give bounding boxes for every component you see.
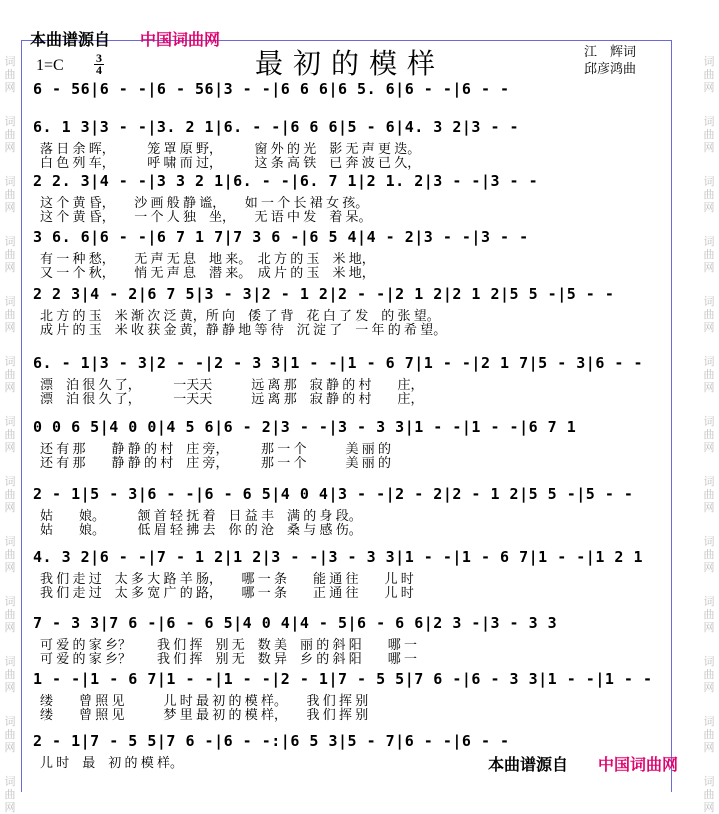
time-signature (94, 53, 104, 76)
watermark-char: 词 (703, 175, 715, 188)
watermark-char: 网 (4, 621, 16, 634)
watermark-char: 曲 (4, 368, 16, 381)
watermark-char: 曲 (4, 788, 16, 801)
watermark-char: 曲 (703, 488, 715, 501)
notation-line: 2 - 1|5 - 3|6 - -|6 - 6 5|4 0 4|3 - -|2 - 2|2 - 1 2|5 5 -|5 - - (33, 485, 634, 503)
watermark-char: 网 (4, 381, 16, 394)
watermark-mark (2, 295, 18, 334)
source-label: 本曲谱源自 (30, 30, 111, 49)
watermark-mark (701, 775, 717, 814)
watermark-char: 词 (4, 175, 16, 188)
watermark-mark (2, 775, 18, 814)
watermark-mark (701, 55, 717, 94)
watermark-char: 网 (703, 201, 715, 214)
watermark-char: 网 (4, 261, 16, 274)
lyric-line: 还 有 那 静 静 的 村 庄 旁， 那 一 个 美 丽 的 (40, 441, 392, 456)
watermark-char: 词 (4, 115, 16, 128)
watermark-mark (2, 655, 18, 694)
watermark-mark (701, 415, 717, 454)
watermark-char: 曲 (4, 188, 16, 201)
lyric-line: 缕 曾 照 见 梦 里 最 初 的 模 样， 我 们 挥 别 (40, 707, 369, 722)
watermark-char: 词 (4, 715, 16, 728)
watermark-mark (2, 715, 18, 754)
watermark-char: 曲 (4, 248, 16, 261)
watermark-mark (2, 415, 18, 454)
lyric-line: 这 个 黄 昏， 一 个 人 独 坐， 无 语 中 发 着 呆。 (40, 209, 372, 224)
watermark-char: 曲 (4, 428, 16, 441)
watermark-char: 网 (4, 81, 16, 94)
watermark-char: 词 (703, 295, 715, 308)
watermark-char: 曲 (703, 728, 715, 741)
watermark-char: 词 (703, 475, 715, 488)
watermark-mark (701, 175, 717, 214)
watermark-mark (2, 175, 18, 214)
watermark-char: 词 (4, 295, 16, 308)
watermark-char: 曲 (703, 788, 715, 801)
watermark-char: 词 (703, 775, 715, 788)
lyric-line: 我 们 走 过 太 多 大 路 羊 肠， 哪 一 条 能 通 往 儿 时 (40, 571, 414, 586)
watermark-char: 网 (703, 441, 715, 454)
watermark-char: 曲 (703, 668, 715, 681)
notation-line: 7 - 3 3|7 6 -|6 - 6 5|4 0 4|4 - 5|6 - 6 6|2 3 -|3 - 3 3 (33, 614, 558, 632)
lyric-line: 缕 曾 照 见 儿 时 最 初 的 模 样。 我 们 挥 别 (40, 693, 369, 708)
watermark-mark (701, 715, 717, 754)
watermark-char: 曲 (703, 128, 715, 141)
watermark-char: 词 (703, 235, 715, 248)
watermark-char: 曲 (703, 68, 715, 81)
watermark-char: 网 (703, 141, 715, 154)
watermark-char: 词 (4, 535, 16, 548)
watermark-char: 词 (4, 595, 16, 608)
watermark-char: 词 (703, 55, 715, 68)
watermark-char: 曲 (703, 248, 715, 261)
watermark-char: 词 (703, 415, 715, 428)
watermark-char: 网 (703, 81, 715, 94)
watermark-mark (2, 355, 18, 394)
watermark-mark (2, 115, 18, 154)
watermark-char: 曲 (4, 68, 16, 81)
watermark-char: 曲 (703, 308, 715, 321)
watermark-char: 网 (703, 741, 715, 754)
lyric-line: 落 日 余 晖， 笼 罩 原 野， 窗 外 的 光 影 无 声 更 迭。 (40, 141, 421, 156)
watermark-char: 词 (4, 55, 16, 68)
watermark-char: 网 (703, 681, 715, 694)
watermark-char: 词 (703, 715, 715, 728)
watermark-char: 词 (4, 415, 16, 428)
watermark-char: 网 (703, 501, 715, 514)
watermark-mark (701, 595, 717, 634)
lyric-line: 成 片 的 玉 米 收 获 金 黄，静 静 地 等 待 沉 淀 了 一 年 的 希 望。 (40, 322, 447, 337)
song-title: 最初的模样 (255, 49, 446, 80)
frame-left (21, 40, 22, 792)
notation-line: 0 0 6 5|4 0 0|4 5 6|6 - 2|3 - -|3 - 3 3|1 - -|1 - -|6 7 1 (33, 418, 577, 436)
lyricist-credit: 江 辉词 (584, 44, 637, 59)
lyric-line: 儿 时 最 初 的 模 样。 (40, 755, 184, 770)
watermark-char: 曲 (4, 488, 16, 501)
notation-line: 2 - 1|7 - 5 5|7 6 -|6 - -:|6 5 3|5 - 7|6 - -|6 - - (33, 732, 510, 750)
lyric-line: 又 一 个 秋， 悄 无 声 息 潜 来。 成 片 的 玉 米 地， (40, 265, 375, 280)
frame-right (671, 40, 672, 792)
watermark-char: 网 (4, 321, 16, 334)
watermark-char: 网 (4, 801, 16, 814)
lyric-line: 这 个 黄 昏， 沙 画 般 静 谧， 如 一 个 长 裙 女 孩。 (40, 195, 369, 210)
watermark-mark (701, 295, 717, 334)
watermark-mark (701, 535, 717, 574)
watermark-char: 网 (4, 141, 16, 154)
watermark-char: 网 (4, 681, 16, 694)
watermark-char: 曲 (4, 668, 16, 681)
watermark-char: 词 (703, 595, 715, 608)
watermark-char: 曲 (4, 728, 16, 741)
site-link[interactable]: 中国词曲网 (140, 30, 221, 49)
notation-line: 3 6. 6|6 - -|6 7 1 7|7 3 6 -|6 5 4|4 - 2|3 - -|3 - - (33, 228, 529, 246)
watermark-char: 词 (703, 115, 715, 128)
watermark-mark (701, 655, 717, 694)
notation-line: 1 - -|1 - 6 7|1 - -|1 - -|2 - 1|7 - 5 5|7 6 -|6 - 3 3|1 - -|1 - - (33, 670, 653, 688)
meter-bottom: 4 (96, 63, 102, 77)
lyric-line: 漂 泊 很 久 了， 一天天 远 离 那 寂 静 的 村 庄， (40, 391, 424, 406)
watermark-char: 曲 (4, 608, 16, 621)
lyric-line: 有 一 种 愁， 无 声 无 息 地 来。 北 方 的 玉 米 地， (40, 251, 375, 266)
watermark-char: 网 (703, 381, 715, 394)
watermark-char: 曲 (4, 548, 16, 561)
watermark-char: 曲 (4, 128, 16, 141)
watermark-mark (701, 475, 717, 514)
composer-credit: 邱彦鸿曲 (584, 61, 637, 76)
watermark-char: 网 (4, 501, 16, 514)
watermark-char: 词 (703, 535, 715, 548)
watermark-char: 网 (4, 441, 16, 454)
watermark-char: 曲 (703, 608, 715, 621)
watermark-char: 网 (4, 201, 16, 214)
watermark-char: 词 (4, 235, 16, 248)
lyric-line: 北 方 的 玉 米 渐 次 泛 黄，所 向 倭 了 背 花 白 了 发 的 张 望。 (40, 308, 440, 323)
watermark-char: 曲 (703, 368, 715, 381)
watermark-char: 词 (4, 355, 16, 368)
footer-source-label: 本曲谱源自 (488, 755, 569, 774)
watermark-mark (2, 235, 18, 274)
watermark-char: 词 (4, 655, 16, 668)
watermark-mark (701, 235, 717, 274)
watermark-char: 网 (703, 261, 715, 274)
lyric-line: 可 爱 的 家 乡？ 我 们 挥 别 无 数 美 丽 的 斜 阳 哪 一 (40, 637, 418, 652)
watermark-char: 曲 (703, 548, 715, 561)
watermark-mark (701, 115, 717, 154)
watermark-mark (2, 595, 18, 634)
frame-top (21, 40, 672, 41)
watermark-char: 网 (703, 621, 715, 634)
watermark-char: 网 (703, 801, 715, 814)
watermark-char: 词 (703, 355, 715, 368)
notation-line: 6. - 1|3 - 3|2 - -|2 - 3 3|1 - -|1 - 6 7|1 - -|2 1 7|5 - 3|6 - - (33, 354, 643, 372)
lyric-line: 姑 娘。 颔 首 轻 抚 着 日 益 丰 满 的 身 段。 (40, 508, 362, 523)
watermark-char: 曲 (703, 428, 715, 441)
lyric-line: 我 们 走 过 太 多 宽 广 的 路， 哪 一 条 正 通 往 儿 时 (40, 585, 414, 600)
watermark-char: 网 (703, 561, 715, 574)
watermark-char: 词 (4, 775, 16, 788)
watermark-mark (701, 355, 717, 394)
lyric-line: 还 有 那 静 静 的 村 庄 旁， 那 一 个 美 丽 的 (40, 455, 392, 470)
meter-top: 3 (96, 51, 102, 65)
watermark-char: 曲 (4, 308, 16, 321)
key-signature: 1=C (36, 57, 64, 74)
watermark-char: 网 (4, 741, 16, 754)
lyric-line: 姑 娘。 低 眉 轻 拂 去 你 的 沧 桑 与 感 伤。 (40, 522, 362, 537)
watermark-mark (2, 535, 18, 574)
watermark-mark (2, 475, 18, 514)
notation-line: 6. 1 3|3 - -|3. 2 1|6. - -|6 6 6|5 - 6|4. 3 2|3 - - (33, 118, 520, 136)
watermark-char: 曲 (703, 188, 715, 201)
watermark-char: 词 (703, 655, 715, 668)
watermark-char: 网 (703, 321, 715, 334)
lyric-line: 可 爱 的 家 乡？ 我 们 挥 别 无 数 异 乡 的 斜 阳 哪 一 (40, 651, 418, 666)
notation-line: 4. 3 2|6 - -|7 - 1 2|1 2|3 - -|3 - 3 3|1 - -|1 - 6 7|1 - -|1 2 1 (33, 548, 643, 566)
footer-site-link[interactable]: 中国词曲网 (598, 755, 679, 774)
watermark-char: 网 (4, 561, 16, 574)
lyric-line: 白 色 列 车， 呼 啸 而 过， 这 条 高 铁 已 奔 波 已 久， (40, 155, 421, 170)
lyric-line: 漂 泊 很 久 了， 一天天 远 离 那 寂 静 的 村 庄， (40, 377, 424, 392)
watermark-char: 词 (4, 475, 16, 488)
notation-line: 2 2. 3|4 - -|3 3 2 1|6. - -|6. 7 1|2 1. 2|3 - -|3 - - (33, 172, 539, 190)
watermark-mark (2, 55, 18, 94)
notation-line: 6 - 56|6 - -|6 - 56|3 - -|6 6 6|6 5. 6|6 - -|6 - - (33, 80, 510, 98)
notation-line: 2 2 3|4 - 2|6 7 5|3 - 3|2 - 1 2|2 - -|2 1 2|2 1 2|5 5 -|5 - - (33, 285, 615, 303)
